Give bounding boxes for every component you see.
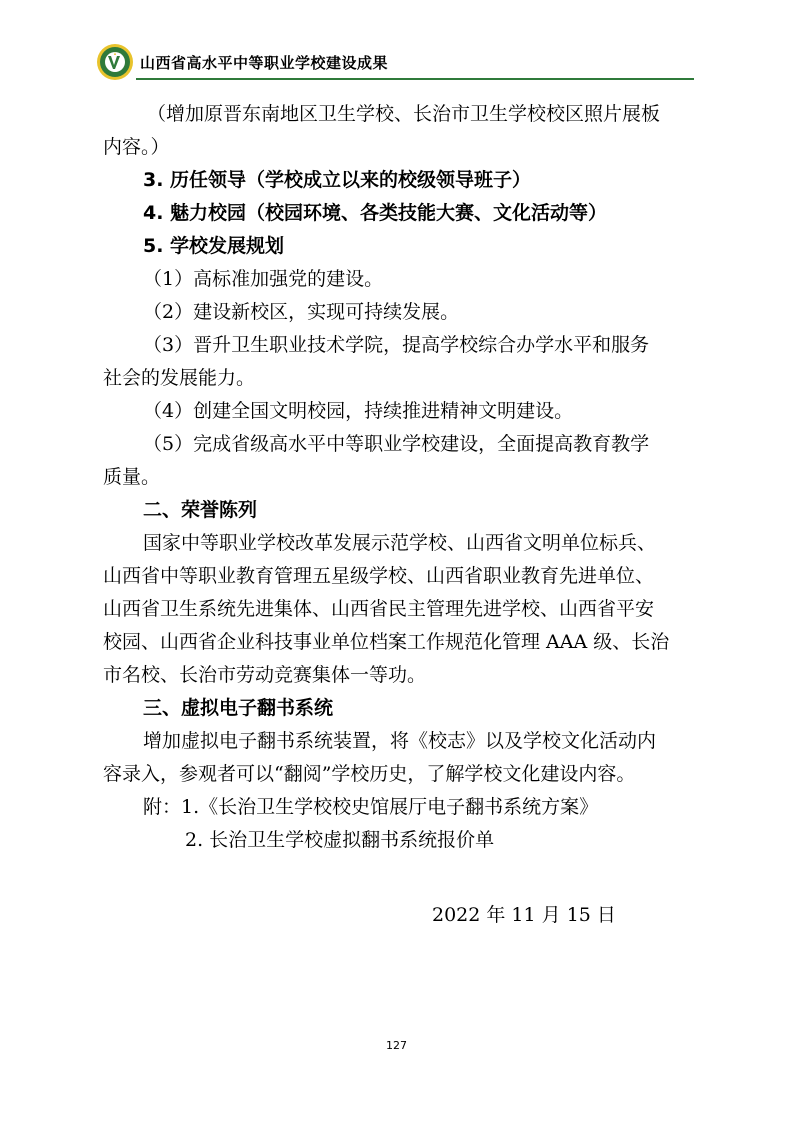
- header-title: 山西省高水平中等职业学校建设成果: [140, 54, 389, 72]
- plan-item: （1）高标准加强党的建设。: [143, 268, 384, 290]
- attachment-line: 附：1.《长治卫生学校校史馆展厅电子翻书系统方案》: [143, 796, 599, 818]
- attachment-line: 2. 长治卫生学校虚拟翻书系统报价单: [185, 829, 495, 851]
- plan-item: （3）晋升卫生职业技术学院，提高学校综合办学水平和服务: [143, 334, 650, 356]
- page-header: [96, 40, 696, 86]
- plan-item: （2）建设新校区，实现可持续发展。: [143, 301, 460, 323]
- paragraph-line: 内容。）: [103, 136, 170, 158]
- header-divider: [136, 78, 694, 80]
- paragraph-line: 质量。: [103, 466, 161, 488]
- paragraph-line: 山西省中等职业教育管理五星级学校、山西省职业教育先进单位、: [103, 565, 655, 587]
- paragraph-line: （增加原晋东南地区卫生学校、长治市卫生学校校区照片展板: [147, 103, 661, 125]
- document-body: [103, 98, 703, 857]
- paragraph-line: 山西省卫生系统先进集体、山西省民主管理先进学校、山西省平安: [103, 598, 655, 620]
- section-heading-flipbook: 三、虚拟电子翻书系统: [143, 697, 334, 719]
- page-number: 127: [386, 1039, 407, 1052]
- paragraph-line: 增加虚拟电子翻书系统装置，将《校志》以及学校文化活动内: [143, 730, 657, 752]
- section-item-plan: 5. 学校发展规划: [143, 235, 285, 257]
- school-logo-icon: [96, 43, 134, 81]
- plan-item: （4）创建全国文明校园，持续推进精神文明建设。: [143, 400, 574, 422]
- section-heading-honors: 二、荣誉陈列: [143, 499, 258, 521]
- section-item-campus: 4. 魅力校园（校园环境、各类技能大赛、文化活动等）: [143, 202, 608, 224]
- plan-item: （5）完成省级高水平中等职业学校建设，全面提高教育教学: [143, 433, 650, 455]
- paragraph-line: 校园、山西省企业科技事业单位档案工作规范化管理 AAA 级、长治: [103, 631, 670, 653]
- paragraph-line: 市名校、长治市劳动竞赛集体一等功。: [103, 664, 427, 686]
- section-item-leadership: 3. 历任领导（学校成立以来的校级领导班子）: [143, 169, 532, 191]
- paragraph-line: 容录入，参观者可以“翻阅”学校历史，了解学校文化建设内容。: [103, 763, 636, 785]
- paragraph-line: 社会的发展能力。: [103, 367, 256, 389]
- paragraph-line: 国家中等职业学校改革发展示范学校、山西省文明单位标兵、: [143, 532, 657, 554]
- document-date: 2022 年 11 月 15 日: [432, 904, 616, 926]
